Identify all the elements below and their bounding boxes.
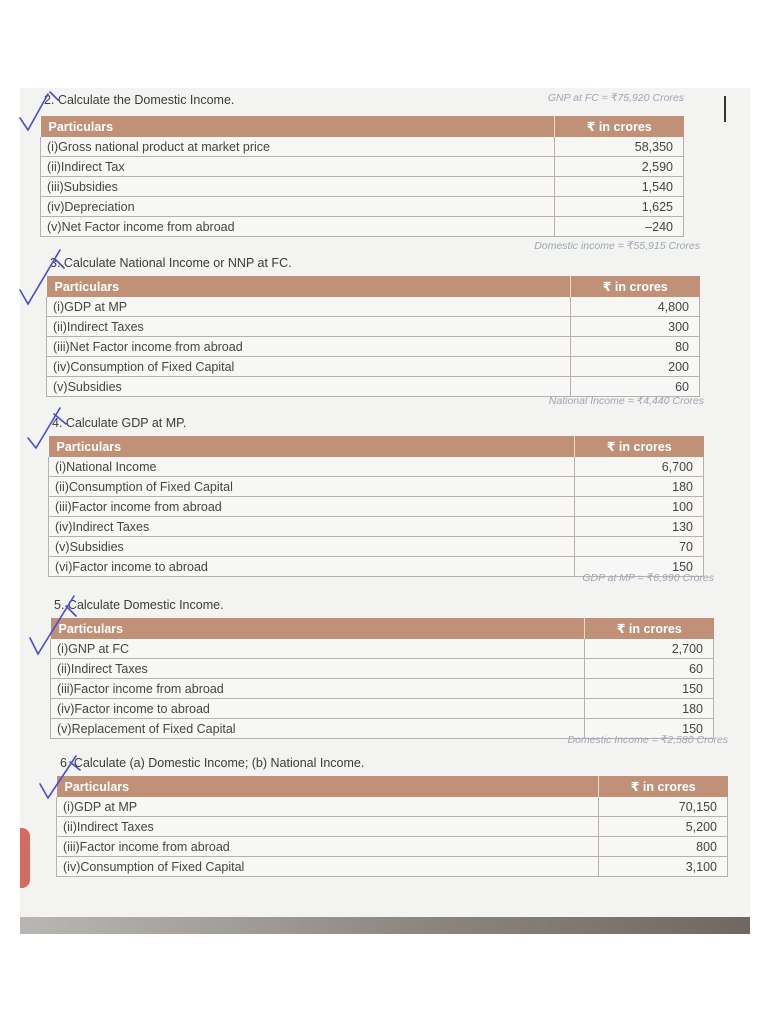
table-header xyxy=(51,618,714,639)
table-row xyxy=(51,699,714,719)
question-number: 5. xyxy=(54,598,65,612)
question-text: Calculate (a) Domestic Income; (b) National Income. xyxy=(73,756,365,770)
row-value: 80 xyxy=(571,337,700,357)
row-value: 70,150 xyxy=(599,797,728,817)
question-6 xyxy=(56,732,728,900)
table-q2 xyxy=(40,116,684,237)
row-value: 800 xyxy=(599,837,728,857)
table-row xyxy=(47,297,700,317)
row-number: (i) xyxy=(55,459,67,474)
row-number: (ii) xyxy=(53,319,67,334)
row-number: (iv) xyxy=(53,359,71,374)
row-number: (i) xyxy=(47,139,59,154)
row-label: Factor income to abroad xyxy=(72,559,208,574)
handwritten-answer: GDP at MP = ₹6,990 Crores xyxy=(582,572,714,584)
row-value: –240 xyxy=(555,217,684,237)
row-value: 180 xyxy=(585,699,714,719)
row-value: 58,350 xyxy=(555,137,684,157)
question-number: 2. xyxy=(44,93,55,107)
table-row xyxy=(41,157,684,177)
row-label: Gross national product at market price xyxy=(58,139,271,154)
row-label: GDP at MP xyxy=(64,299,128,314)
row-number: (i) xyxy=(53,299,65,314)
question-2 xyxy=(40,90,684,240)
table-row xyxy=(47,357,700,377)
table-q4 xyxy=(48,436,704,577)
table-row xyxy=(51,659,714,679)
row-label: Consumption of Fixed Capital xyxy=(68,479,233,494)
table-header xyxy=(41,116,684,137)
question-number: 3. xyxy=(50,256,61,270)
question-4 xyxy=(48,392,704,592)
header-amount: ₹ in crores xyxy=(571,276,700,297)
question-3-title xyxy=(50,256,292,270)
table-row xyxy=(49,457,704,477)
check-mark-icon xyxy=(22,592,82,662)
row-label: National Income xyxy=(66,459,157,474)
row-value: 150 xyxy=(585,679,714,699)
row-label: Subsidies xyxy=(67,379,122,394)
table-header xyxy=(57,776,728,797)
table-header xyxy=(49,436,704,457)
row-label: Factor income from abroad xyxy=(79,839,230,854)
table-row xyxy=(49,537,704,557)
table-row xyxy=(49,517,704,537)
header-particulars: Particulars xyxy=(41,116,555,137)
row-value: 300 xyxy=(571,317,700,337)
question-number: 6. xyxy=(60,756,71,770)
table-row xyxy=(41,197,684,217)
row-value: 130 xyxy=(575,517,704,537)
row-label: Indirect Taxes xyxy=(70,661,148,676)
row-value: 60 xyxy=(585,659,714,679)
row-number: (iii) xyxy=(47,179,64,194)
table-row xyxy=(57,837,728,857)
row-label: Net Factor income from abroad xyxy=(61,219,235,234)
row-value: 2,590 xyxy=(555,157,684,177)
question-6-title xyxy=(60,756,364,770)
table-row xyxy=(41,137,684,157)
row-value: 180 xyxy=(575,477,704,497)
row-number: (v) xyxy=(55,539,70,554)
row-value: 150 xyxy=(575,557,704,577)
question-text: Calculate National Income or NNP at FC. xyxy=(63,256,292,270)
row-label: GDP at MP xyxy=(74,799,138,814)
check-mark-icon xyxy=(20,404,80,454)
row-value: 6,700 xyxy=(575,457,704,477)
check-mark-icon xyxy=(34,752,88,804)
row-label: Factor income from abroad xyxy=(73,681,224,696)
header-particulars: Particulars xyxy=(57,776,599,797)
table-q6 xyxy=(56,776,728,877)
table-row xyxy=(57,857,728,877)
row-label: Factor income to abroad xyxy=(74,701,210,716)
row-number: (ii) xyxy=(55,479,69,494)
table-row xyxy=(51,679,714,699)
row-number: (iv) xyxy=(55,519,73,534)
row-label: Consumption of Fixed Capital xyxy=(70,359,235,374)
row-value: 2,700 xyxy=(585,639,714,659)
table-row xyxy=(57,817,728,837)
table-row xyxy=(57,797,728,817)
row-number: (ii) xyxy=(63,819,77,834)
row-label: Subsidies xyxy=(63,179,118,194)
row-label: Indirect Taxes xyxy=(72,519,150,534)
row-value: 5,200 xyxy=(599,817,728,837)
question-2-title xyxy=(44,93,234,107)
header-amount: ₹ in crores xyxy=(555,116,684,137)
table-row xyxy=(41,217,684,237)
table-row xyxy=(41,177,684,197)
row-value: 70 xyxy=(575,537,704,557)
table-header xyxy=(47,276,700,297)
row-label: GNP at FC xyxy=(68,641,130,656)
row-number: (iii) xyxy=(57,681,74,696)
row-number: (ii) xyxy=(47,159,61,174)
row-value: 4,800 xyxy=(571,297,700,317)
table-row xyxy=(49,497,704,517)
row-number: (vi) xyxy=(55,559,73,574)
row-value: 1,540 xyxy=(555,177,684,197)
row-value: 100 xyxy=(575,497,704,517)
question-3 xyxy=(46,238,700,408)
row-number: (iii) xyxy=(63,839,80,854)
header-particulars: Particulars xyxy=(47,276,571,297)
page-edge-blot xyxy=(20,828,30,888)
row-number: (v) xyxy=(47,219,62,234)
row-number: (v) xyxy=(53,379,68,394)
row-value: 150 xyxy=(585,719,714,739)
handwritten-answer: Domestic income = ₹55,915 Crores xyxy=(534,240,700,252)
row-value: 1,625 xyxy=(555,197,684,217)
table-row xyxy=(49,477,704,497)
row-label: Consumption of Fixed Capital xyxy=(80,859,245,874)
row-label: Indirect Taxes xyxy=(66,319,144,334)
row-label: Indirect Tax xyxy=(60,159,125,174)
pen-mark xyxy=(724,96,726,122)
question-text: Calculate Domestic Income. xyxy=(67,598,224,612)
header-amount: ₹ in crores xyxy=(575,436,704,457)
row-value: 3,100 xyxy=(599,857,728,877)
row-label: Depreciation xyxy=(64,199,135,214)
row-number: (i) xyxy=(63,799,75,814)
row-number: (iv) xyxy=(57,701,75,716)
row-label: Indirect Taxes xyxy=(76,819,154,834)
header-amount: ₹ in crores xyxy=(585,618,714,639)
question-number: 4. xyxy=(52,416,63,430)
table-row xyxy=(51,639,714,659)
row-number: (ii) xyxy=(57,661,71,676)
header-particulars: Particulars xyxy=(51,618,585,639)
row-number: (v) xyxy=(57,721,72,736)
row-value: 200 xyxy=(571,357,700,377)
table-surface xyxy=(20,917,750,934)
table-row xyxy=(47,317,700,337)
handwritten-answer: Domestic Income = ₹2,580 Crores xyxy=(567,734,728,746)
row-label: Net Factor income from abroad xyxy=(69,339,243,354)
row-number: (iv) xyxy=(63,859,81,874)
table-q3 xyxy=(46,276,700,397)
header-amount: ₹ in crores xyxy=(599,776,728,797)
handwritten-answer: National Income = ₹4,440 Crores xyxy=(548,395,704,407)
row-label: Subsidies xyxy=(69,539,124,554)
row-label: Replacement of Fixed Capital xyxy=(71,721,236,736)
row-number: (i) xyxy=(57,641,69,656)
row-label: Factor income from abroad xyxy=(71,499,222,514)
question-text: Calculate GDP at MP. xyxy=(65,416,187,430)
row-number: (iii) xyxy=(53,339,70,354)
check-mark-icon xyxy=(14,246,74,310)
question-text: Calculate the Domestic Income. xyxy=(57,93,235,107)
row-value: 60 xyxy=(571,377,700,397)
header-particulars: Particulars xyxy=(49,436,575,457)
handwritten-note: GNP at FC = ₹75,920 Crores xyxy=(547,92,684,104)
table-q5 xyxy=(50,618,714,739)
table-row xyxy=(47,337,700,357)
row-number: (iv) xyxy=(47,199,65,214)
check-mark-icon xyxy=(14,88,70,136)
row-number: (iii) xyxy=(55,499,72,514)
